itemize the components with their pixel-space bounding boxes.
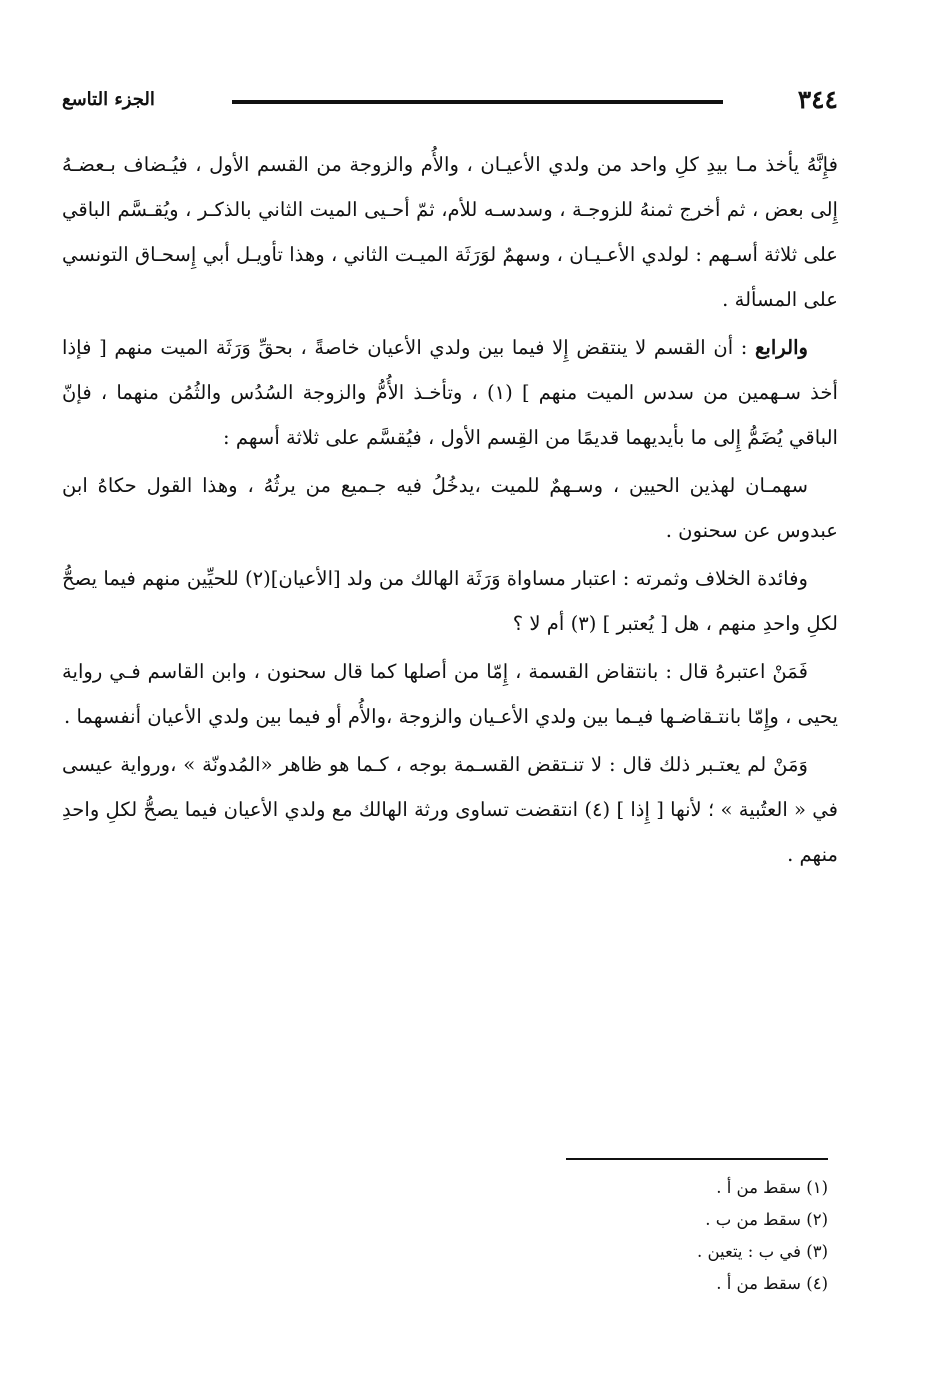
paragraph-6 (62, 742, 838, 877)
running-title: الجزء التاسع (62, 89, 155, 110)
footnotes (62, 1172, 828, 1300)
footnote-2: (٢) سقط من ب . (705, 1210, 828, 1229)
paragraph-4 (62, 556, 838, 646)
paragraph-text: سهمـان لهذين الحيين ، وسـهمٌ للميت ،يدخُلُ فيه جـميع من يرثُهُ ، وهذا القول حكاهُ ابن عبدوس عن سحنون . (62, 474, 838, 542)
paragraph-1 (62, 142, 838, 322)
paragraph-text: فإِنَّهُ يأخذ مـا بيدِ كلِ واحد من ولدي الأعيـان ، والأُم والزوجة من القسم الأول ، فيُـضاف بـعضـهُ إِلى بعض ، ثم أخرج ثمنهُ للزوجـة ، وسدسـه للأم، ثمّ أحـيى الميت الثاني بالذكـر ، ويُقـسَّم الباقي على ثلاثة أسـهم : لولدي الأعـيـان ، وسهمٌ لوَرَثَة الميـت الثاني ، وهذا تأويـل أبي إِسحـاق التونسي على المسألة . (62, 153, 838, 311)
paragraph-text: وَمَنْ لم يعتـبر ذلك قال : لا تنـتقض القسـمة بوجه ، كـما هو ظاهر «المُدونّة » ،ورواية عيسى في « العتُبية » ؛ لأنها [ إِذا ] (٤) انتقضت تساوى ورثة الهالك مع ولدي الأعيان فيما يصحُّ لكلِ واحدِ منهم . (62, 753, 838, 866)
footnote-rule (566, 1158, 828, 1160)
page-number: ٣٤٤ (797, 85, 838, 114)
paragraph-5 (62, 649, 838, 739)
book-page (62, 60, 838, 1360)
paragraph-lead: والرابع (754, 336, 808, 359)
paragraph-2 (62, 325, 838, 460)
paragraph-text: وفائدة الخلاف وثمرته : اعتبار مساواة وَرَثَة الهالك من ولد [الأعيان](٢) للحيِّين منهم فيما يصحُّ لكلِ واحدِ منهم ، هل [ يُعتبر ] (٣) أم لا ؟ (62, 567, 838, 635)
header-rule (232, 100, 723, 104)
footnote-1: (١) سقط من أ . (716, 1178, 828, 1197)
body-text (62, 142, 838, 880)
paragraph-3 (62, 463, 838, 553)
paragraph-text: فَمَنْ اعتبرهُ قال : بانتقاض القسمة ، إِمّا من أصلها كما قال سحنون ، وابن القاسم فـي رواية يحيى ، وإِمّا بانتـقاضـها فيـما بين ولدي الأعـيان والزوجة ،والأُم أو فيما بين ولدي الأعيان أنفسهما . (62, 660, 838, 728)
footnote-3: (٣) في ب : يتعين . (696, 1242, 828, 1261)
paragraph-text: : أن القسم لا ينتقض إِلا فيما بين ولدي الأعيان خاصةً ، بحقِّ وَرَثَة الميت منهم [ فإذا أخذ سـهمين من سدس الميت منهم ] (١) ، وتأخـذ الأُمُّ والزوجة السُدُس والثُمُن منهما ، فإنّ الباقي يُضَمُّ إِلى ما بأيديهما قديمًا من القِسم الأول ، فيُقسَّم على ثلاثة أسهم : (62, 336, 838, 449)
footnote-4: (٤) سقط من أ . (716, 1274, 828, 1293)
page-header (62, 82, 838, 118)
